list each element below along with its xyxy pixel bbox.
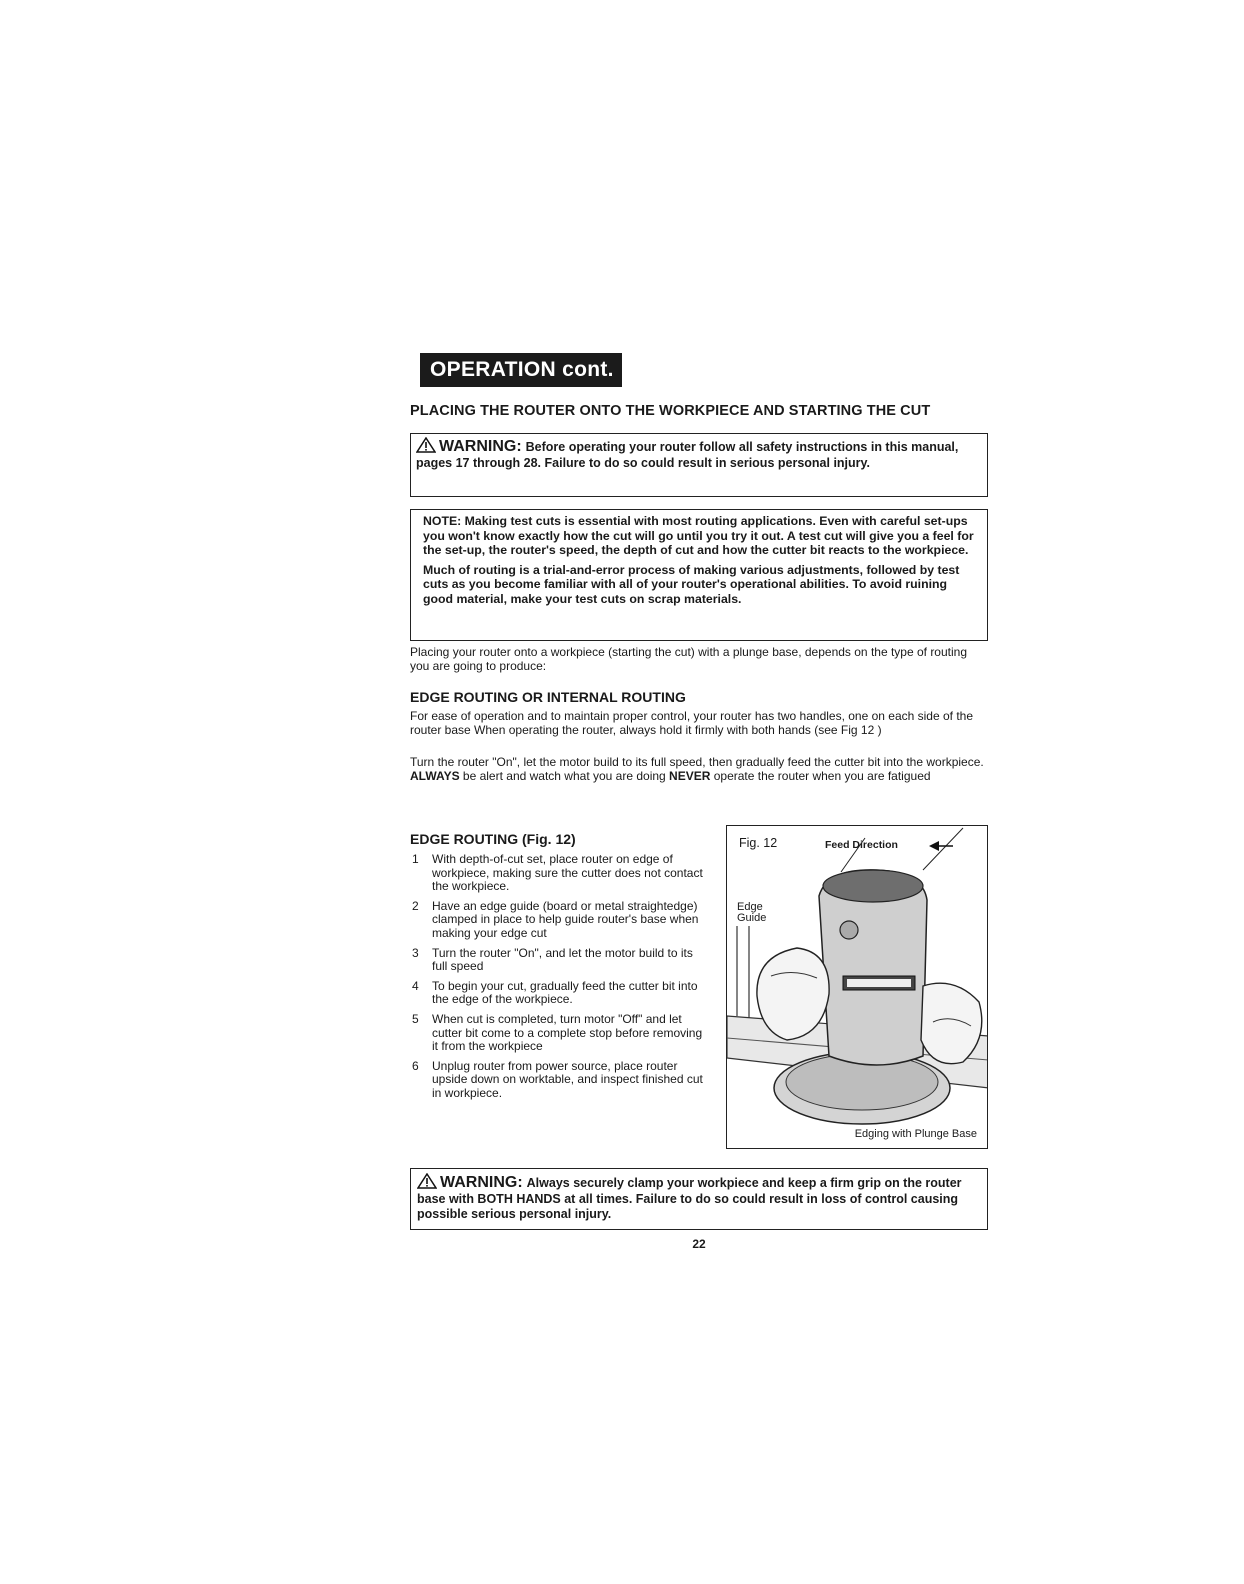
steps-list [410, 853, 710, 1107]
note-box [410, 509, 988, 641]
handles-paragraph: For ease of operation and to maintain proper control, your router has two handles, one on each side of the router base When operating the router, always hold it firmly with both hands (see Fig 12 ) [410, 709, 974, 738]
warning-box-top [410, 433, 988, 497]
subheading-edge-routing: EDGE ROUTING (Fig. 12) [410, 831, 576, 847]
note-paragraph-2: Much of routing is a trial-and-error process of making various adjustments, followed by test cuts as you become familiar with all of your router's operational abilities. To avoid ruining good material, make your test cuts on scrap materials. [423, 562, 960, 606]
warning-text: Before operating your router follow all safety instructions in this manual, pages 17 through 28. Failure to do so could result in serious personal injury. [416, 440, 959, 470]
warning-triangle-icon [417, 1173, 437, 1189]
figure-12 [726, 825, 988, 1149]
turn-on-paragraph: Turn the router "On", let the motor build to its full speed, then gradually feed the cutter bit into the workpiece. ALWAYS be alert and watch what you are doing NEVER operate the router when you are fatigued [410, 755, 984, 784]
never-emphasis: NEVER [669, 769, 711, 784]
figure-label: Fig. 12 [739, 836, 778, 850]
figure-caption: Edging with Plunge Base [854, 1128, 977, 1140]
always-emphasis: ALWAYS [410, 769, 460, 784]
list-item: 3 Turn the router "On", and let the motor build to its full speed [412, 945, 693, 974]
list-item: 5 When cut is completed, turn motor "Off" and let cutter bit come to a complete stop before removing it from the workpiece [412, 1011, 703, 1054]
warning-box-bottom [410, 1168, 988, 1230]
main-title: PLACING THE ROUTER ONTO THE WORKPIECE AND STARTING THE CUT [410, 403, 931, 419]
list-item: 1 With depth-of-cut set, place router on edge of workpiece, making sure the cutter does not contact the workpiece. [412, 852, 703, 894]
feed-direction-label: Feed Direction [825, 839, 898, 851]
intro-paragraph: Placing your router onto a workpiece (starting the cut) with a plunge base, depends on the type of routing you are going to produce: [410, 645, 968, 674]
section-header: OPERATION cont. [420, 353, 622, 387]
warning-label: WARNING: [440, 1174, 523, 1191]
warning-label: WARNING: [439, 438, 522, 455]
list-item: 4 To begin your cut, gradually feed the cutter bit into the edge of the workpiece. [412, 978, 698, 1007]
note-paragraph-1: NOTE: Making test cuts is essential with most routing applications. Even with careful set-ups you won't know exactly how the cut will go until you try it out. A test cut will give you a feel for the set-up, the router's speed, the depth of cut and how the cutter bit reacts to the workpiece. [423, 514, 974, 558]
list-item: 2 Have an edge guide (board or metal straightedge) clamped in place to help guide router's base when making your edge cut [412, 898, 699, 940]
subheading-edge-or-internal: EDGE ROUTING OR INTERNAL ROUTING [410, 689, 686, 705]
edge-guide-label: Edge Guide [737, 901, 767, 924]
warning-triangle-icon [416, 437, 436, 453]
router-illustration [727, 826, 988, 1149]
list-item: 6 Unplug router from power source, place router upside down on worktable, and inspect finished cut in workpiece. [412, 1058, 703, 1100]
page-number: 22 [692, 1237, 706, 1251]
warning-text: Always securely clamp your workpiece and keep a firm grip on the router base with BOTH HANDS at all times. Failure to do so could result in loss of control causing possible serious personal injury. [417, 1176, 962, 1221]
